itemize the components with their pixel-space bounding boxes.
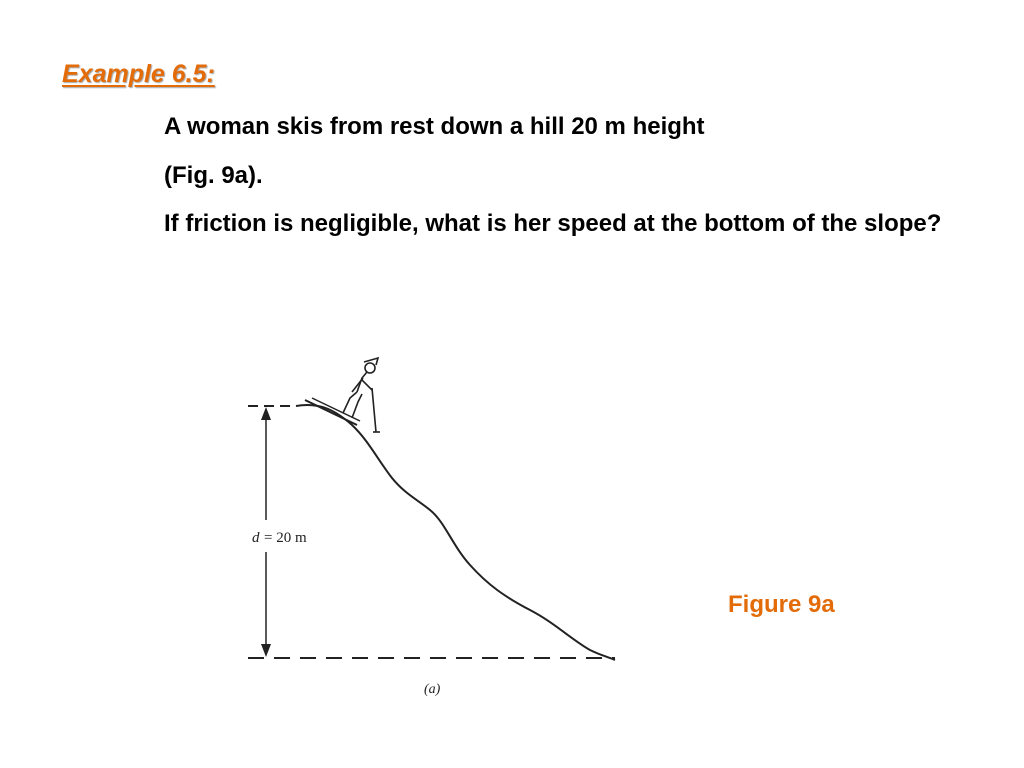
problem-line-2: (Fig. 9a).	[164, 162, 263, 189]
problem-line-1: A woman skis from rest down a hill 20 m height	[164, 113, 705, 140]
height-label-var: d	[252, 530, 260, 546]
height-label-value: = 20 m	[264, 530, 307, 546]
figure-caption: Figure 9a	[728, 591, 835, 618]
skier-icon	[305, 358, 380, 432]
panel-label: (a)	[424, 682, 441, 697]
example-heading: Example 6.5:	[62, 60, 215, 88]
arrow-up-icon	[261, 407, 271, 420]
arrow-down-icon	[261, 644, 271, 657]
hill-slope	[296, 405, 615, 660]
problem-question: If friction is negligible, what is her speed at the bottom of the slope?	[164, 210, 942, 237]
